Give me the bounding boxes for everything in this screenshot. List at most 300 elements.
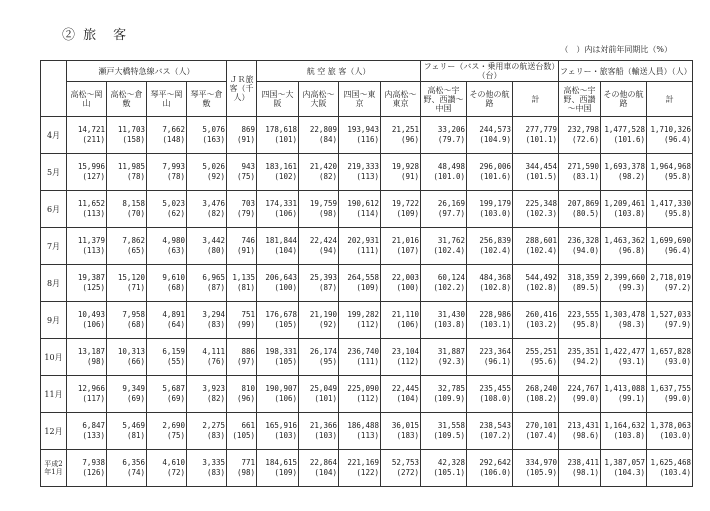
cell-value: 26,174 bbox=[309, 347, 337, 356]
cell-value: 235,351 bbox=[567, 347, 600, 356]
cell-value: 238,543 bbox=[479, 421, 512, 430]
cell-value: 810 bbox=[241, 384, 255, 393]
cell-value: 199,179 bbox=[479, 199, 512, 208]
data-cell bbox=[257, 117, 299, 154]
data-cell bbox=[421, 339, 467, 376]
cell-value: 661 bbox=[241, 421, 255, 430]
cell-value: 228,986 bbox=[479, 310, 512, 319]
cell-value: 869 bbox=[241, 125, 255, 134]
table-row bbox=[41, 339, 693, 376]
data-cell bbox=[227, 339, 257, 376]
data-cell bbox=[647, 191, 693, 228]
cell-value: 7,993 bbox=[162, 162, 185, 171]
cell-value: 199,282 bbox=[347, 310, 379, 319]
cell-value: 5,076 bbox=[202, 125, 225, 134]
cell-yoy-ratio: (55) bbox=[166, 357, 185, 366]
cell-value: 1,657,828 bbox=[650, 347, 692, 356]
data-cell bbox=[299, 228, 339, 265]
cell-yoy-ratio: (100) bbox=[274, 283, 297, 292]
cell-yoy-ratio: (104.3) bbox=[613, 468, 646, 477]
cell-value: 8,158 bbox=[122, 199, 145, 208]
cell-value: 13,187 bbox=[77, 347, 105, 356]
cell-value: 3,442 bbox=[202, 236, 225, 245]
data-cell bbox=[601, 265, 647, 302]
data-cell bbox=[559, 265, 601, 302]
table-body bbox=[41, 117, 693, 487]
cell-yoy-ratio: (96.4) bbox=[663, 135, 692, 144]
group-header-ferry-passengers: フェリー・旅客船（輸送人員）（人） bbox=[559, 61, 693, 82]
month-label: 10月 bbox=[41, 339, 67, 376]
cell-yoy-ratio: (111) bbox=[356, 357, 379, 366]
cell-yoy-ratio: (101.6) bbox=[479, 172, 512, 181]
cell-value: 14,721 bbox=[77, 125, 105, 134]
cell-value: 1,637,755 bbox=[650, 384, 692, 393]
data-cell bbox=[339, 413, 381, 450]
data-cell bbox=[559, 228, 601, 265]
cell-yoy-ratio: (95.8) bbox=[571, 320, 600, 329]
cell-yoy-ratio: (82) bbox=[318, 172, 337, 181]
cell-value: 42,328 bbox=[437, 458, 466, 467]
group-header-jr: ＪＲ旅客（千人） bbox=[227, 61, 257, 117]
cell-value: 4,111 bbox=[202, 347, 225, 356]
data-cell bbox=[67, 117, 107, 154]
cell-value: 19,387 bbox=[77, 273, 105, 282]
cell-value: 174,331 bbox=[265, 199, 297, 208]
cell-value: 207,869 bbox=[567, 199, 600, 208]
data-cell bbox=[421, 117, 467, 154]
group-header-air: 航 空 旅 客（人） bbox=[257, 61, 421, 82]
month-label: 平成2年1月 bbox=[41, 450, 67, 487]
cell-yoy-ratio: (72) bbox=[166, 468, 185, 477]
cell-value: 223,555 bbox=[567, 310, 600, 319]
cell-value: 277,779 bbox=[525, 125, 558, 134]
column-header: 四国～東京 bbox=[339, 82, 381, 117]
cell-yoy-ratio: (98.2) bbox=[617, 172, 646, 181]
cell-value: 4,610 bbox=[162, 458, 185, 467]
cell-yoy-ratio: (104) bbox=[396, 394, 420, 403]
data-cell bbox=[647, 413, 693, 450]
table-row bbox=[41, 302, 693, 339]
month-label: 12月 bbox=[41, 413, 67, 450]
cell-value: 52,753 bbox=[391, 458, 420, 467]
cell-value: 25,393 bbox=[309, 273, 337, 282]
cell-yoy-ratio: (99.3) bbox=[617, 283, 646, 292]
data-cell bbox=[107, 376, 147, 413]
cell-yoy-ratio: (122) bbox=[356, 468, 379, 477]
data-cell bbox=[257, 413, 299, 450]
cell-yoy-ratio: (101) bbox=[314, 394, 337, 403]
cell-value: 2,718,019 bbox=[650, 273, 692, 282]
data-cell bbox=[513, 413, 559, 450]
data-cell bbox=[647, 302, 693, 339]
data-cell bbox=[513, 117, 559, 154]
cell-value: 21,016 bbox=[391, 236, 420, 245]
cell-yoy-ratio: (95) bbox=[318, 357, 337, 366]
cell-value: 1,710,326 bbox=[650, 125, 692, 134]
cell-value: 746 bbox=[241, 236, 255, 245]
group-header-ferry-vehicles: フェリー（バス・乗用車の航送台数）（台） bbox=[421, 61, 559, 82]
data-cell bbox=[467, 191, 513, 228]
cell-value: 238,411 bbox=[567, 458, 600, 467]
cell-value: 943 bbox=[241, 162, 255, 171]
cell-yoy-ratio: (106) bbox=[274, 209, 297, 218]
data-cell bbox=[467, 228, 513, 265]
data-cell bbox=[601, 191, 647, 228]
data-cell bbox=[299, 450, 339, 487]
cell-yoy-ratio: (108.0) bbox=[479, 394, 512, 403]
cell-value: 19,722 bbox=[391, 199, 420, 208]
data-cell bbox=[601, 450, 647, 487]
data-cell bbox=[107, 191, 147, 228]
cell-value: 3,294 bbox=[202, 310, 225, 319]
cell-yoy-ratio: (72.6) bbox=[571, 135, 600, 144]
cell-yoy-ratio: (158) bbox=[122, 135, 145, 144]
cell-value: 31,430 bbox=[437, 310, 466, 319]
cell-yoy-ratio: (109.9) bbox=[433, 394, 466, 403]
cell-yoy-ratio: (94) bbox=[318, 246, 337, 255]
cell-value: 206,643 bbox=[265, 273, 297, 282]
data-cell bbox=[257, 302, 299, 339]
data-cell bbox=[601, 302, 647, 339]
cell-yoy-ratio: (113) bbox=[82, 209, 105, 218]
cell-yoy-ratio: (82) bbox=[206, 209, 225, 218]
data-cell bbox=[187, 265, 227, 302]
cell-yoy-ratio: (105) bbox=[232, 431, 255, 440]
cell-yoy-ratio: (163) bbox=[202, 135, 225, 144]
cell-yoy-ratio: (103.2) bbox=[525, 320, 558, 329]
cell-value: 48,498 bbox=[437, 162, 466, 171]
cell-value: 22,445 bbox=[391, 384, 420, 393]
cell-yoy-ratio: (96.8) bbox=[617, 246, 646, 255]
data-cell bbox=[381, 191, 421, 228]
cell-value: 244,573 bbox=[479, 125, 512, 134]
cell-value: 33,206 bbox=[437, 125, 466, 134]
data-cell bbox=[647, 450, 693, 487]
cell-value: 224,767 bbox=[567, 384, 600, 393]
data-cell bbox=[513, 376, 559, 413]
data-cell bbox=[421, 302, 467, 339]
data-cell bbox=[559, 376, 601, 413]
cell-value: 1,303,478 bbox=[604, 310, 646, 319]
cell-yoy-ratio: (91) bbox=[400, 172, 420, 181]
cell-yoy-ratio: (104.9) bbox=[479, 135, 512, 144]
cell-value: 223,364 bbox=[479, 347, 512, 356]
data-cell bbox=[257, 376, 299, 413]
cell-yoy-ratio: (83.1) bbox=[571, 172, 600, 181]
data-cell bbox=[147, 228, 187, 265]
cell-value: 1,463,362 bbox=[604, 236, 646, 245]
cell-yoy-ratio: (109) bbox=[396, 209, 420, 218]
data-cell bbox=[187, 302, 227, 339]
cell-value: 751 bbox=[241, 310, 255, 319]
cell-value: 256,839 bbox=[479, 236, 512, 245]
cell-value: 1,413,088 bbox=[604, 384, 646, 393]
cell-yoy-ratio: (93.1) bbox=[617, 357, 646, 366]
cell-yoy-ratio: (101) bbox=[274, 135, 297, 144]
cell-value: 181,844 bbox=[265, 236, 297, 245]
cell-value: 190,612 bbox=[347, 199, 379, 208]
cell-yoy-ratio: (97.2) bbox=[663, 283, 692, 292]
cell-yoy-ratio: (102.2) bbox=[433, 283, 466, 292]
cell-yoy-ratio: (96.1) bbox=[483, 357, 512, 366]
data-cell bbox=[299, 376, 339, 413]
cell-yoy-ratio: (62) bbox=[166, 209, 185, 218]
data-cell bbox=[601, 228, 647, 265]
data-cell bbox=[107, 450, 147, 487]
cell-value: 703 bbox=[241, 199, 255, 208]
cell-yoy-ratio: (127) bbox=[82, 172, 105, 181]
data-cell bbox=[147, 450, 187, 487]
cell-yoy-ratio: (99) bbox=[236, 320, 255, 329]
cell-yoy-ratio: (102.8) bbox=[525, 283, 558, 292]
cell-yoy-ratio: (79.7) bbox=[437, 135, 466, 144]
cell-value: 886 bbox=[241, 347, 255, 356]
data-cell bbox=[601, 339, 647, 376]
cell-yoy-ratio: (107) bbox=[396, 246, 420, 255]
data-cell bbox=[227, 191, 257, 228]
cell-value: 6,965 bbox=[202, 273, 225, 282]
cell-value: 1,387,057 bbox=[604, 458, 646, 467]
cell-yoy-ratio: (104) bbox=[274, 246, 297, 255]
data-cell bbox=[381, 302, 421, 339]
cell-yoy-ratio: (96) bbox=[236, 394, 255, 403]
data-cell bbox=[147, 413, 187, 450]
cell-value: 771 bbox=[241, 458, 255, 467]
cell-yoy-ratio: (97) bbox=[236, 357, 255, 366]
month-label: 5月 bbox=[41, 154, 67, 191]
cell-yoy-ratio: (98) bbox=[318, 209, 337, 218]
data-cell bbox=[107, 117, 147, 154]
cell-value: 22,003 bbox=[391, 273, 420, 282]
cell-value: 23,104 bbox=[391, 347, 420, 356]
data-cell bbox=[107, 228, 147, 265]
cell-value: 198,331 bbox=[265, 347, 297, 356]
cell-value: 19,759 bbox=[309, 199, 337, 208]
cell-value: 5,469 bbox=[122, 421, 145, 430]
cell-value: 221,169 bbox=[347, 458, 379, 467]
data-cell bbox=[513, 228, 559, 265]
data-cell bbox=[421, 413, 467, 450]
data-cell bbox=[467, 265, 513, 302]
data-cell bbox=[227, 154, 257, 191]
cell-value: 1,209,461 bbox=[604, 199, 646, 208]
cell-yoy-ratio: (114) bbox=[356, 209, 379, 218]
table-row bbox=[41, 117, 693, 154]
cell-yoy-ratio: (98.6) bbox=[571, 431, 600, 440]
data-cell bbox=[559, 450, 601, 487]
cell-yoy-ratio: (76) bbox=[206, 357, 225, 366]
cell-value: 296,006 bbox=[479, 162, 512, 171]
data-cell bbox=[381, 376, 421, 413]
cell-yoy-ratio: (107.4) bbox=[525, 431, 558, 440]
cell-yoy-ratio: (95.8) bbox=[663, 172, 692, 181]
cell-value: 11,703 bbox=[117, 125, 145, 134]
data-cell bbox=[559, 302, 601, 339]
cell-value: 6,356 bbox=[122, 458, 145, 467]
cell-value: 484,368 bbox=[479, 273, 512, 282]
cell-yoy-ratio: (102) bbox=[274, 172, 297, 181]
cell-yoy-ratio: (117) bbox=[82, 394, 105, 403]
data-cell bbox=[513, 265, 559, 302]
table-row bbox=[41, 265, 693, 302]
data-cell bbox=[107, 413, 147, 450]
cell-value: 6,159 bbox=[162, 347, 185, 356]
column-header: 高松～倉敷 bbox=[107, 82, 147, 117]
cell-yoy-ratio: (97.9) bbox=[663, 320, 692, 329]
data-cell bbox=[421, 228, 467, 265]
cell-yoy-ratio: (103) bbox=[274, 431, 297, 440]
cell-yoy-ratio: (101.6) bbox=[613, 135, 646, 144]
cell-value: 31,762 bbox=[437, 236, 466, 245]
cell-yoy-ratio: (102.8) bbox=[479, 283, 512, 292]
column-header: 高松～岡山 bbox=[67, 82, 107, 117]
cell-value: 219,333 bbox=[347, 162, 379, 171]
cell-yoy-ratio: (106) bbox=[82, 320, 105, 329]
data-cell bbox=[647, 376, 693, 413]
cell-value: 236,740 bbox=[347, 347, 379, 356]
data-cell bbox=[187, 450, 227, 487]
cell-yoy-ratio: (83) bbox=[206, 431, 225, 440]
cell-yoy-ratio: (112) bbox=[356, 320, 379, 329]
column-header: 琴平～岡山 bbox=[147, 82, 187, 117]
cell-yoy-ratio: (111) bbox=[356, 246, 379, 255]
cell-yoy-ratio: (92) bbox=[206, 172, 225, 181]
data-cell bbox=[257, 154, 299, 191]
cell-value: 225,348 bbox=[525, 199, 558, 208]
cell-value: 4,891 bbox=[162, 310, 185, 319]
cell-value: 193,943 bbox=[347, 125, 379, 134]
cell-value: 183,161 bbox=[265, 162, 297, 171]
table-note: （ ）内は対前年同期比（%） bbox=[560, 45, 672, 54]
column-header: 内高松～大阪 bbox=[299, 82, 339, 117]
cell-yoy-ratio: (80.5) bbox=[571, 209, 600, 218]
cell-yoy-ratio: (103.1) bbox=[479, 320, 512, 329]
cell-yoy-ratio: (81) bbox=[126, 431, 145, 440]
cell-value: 12,966 bbox=[77, 384, 105, 393]
data-cell bbox=[227, 117, 257, 154]
data-cell bbox=[147, 117, 187, 154]
data-cell bbox=[67, 265, 107, 302]
data-cell bbox=[601, 154, 647, 191]
cell-yoy-ratio: (93.0) bbox=[663, 357, 692, 366]
cell-yoy-ratio: (104) bbox=[314, 468, 337, 477]
data-cell bbox=[513, 450, 559, 487]
data-cell bbox=[421, 376, 467, 413]
cell-yoy-ratio: (106) bbox=[274, 394, 297, 403]
data-cell bbox=[299, 191, 339, 228]
table-row bbox=[41, 191, 693, 228]
cell-yoy-ratio: (92) bbox=[318, 320, 337, 329]
cell-yoy-ratio: (75) bbox=[236, 172, 255, 181]
cell-yoy-ratio: (69) bbox=[166, 394, 185, 403]
cell-yoy-ratio: (148) bbox=[162, 135, 185, 144]
data-cell bbox=[107, 339, 147, 376]
cell-yoy-ratio: (80) bbox=[206, 246, 225, 255]
data-cell bbox=[67, 339, 107, 376]
cell-value: 26,169 bbox=[437, 199, 466, 208]
cell-yoy-ratio: (83) bbox=[206, 320, 225, 329]
section-title: ② 旅 客 bbox=[62, 28, 129, 43]
table-row bbox=[41, 376, 693, 413]
data-cell bbox=[257, 450, 299, 487]
cell-value: 292,642 bbox=[479, 458, 512, 467]
cell-value: 176,678 bbox=[265, 310, 297, 319]
data-cell bbox=[147, 302, 187, 339]
cell-value: 5,023 bbox=[162, 199, 185, 208]
month-label: 6月 bbox=[41, 191, 67, 228]
data-cell bbox=[647, 228, 693, 265]
data-cell bbox=[299, 117, 339, 154]
cell-yoy-ratio: (183) bbox=[396, 431, 420, 440]
data-cell bbox=[339, 265, 381, 302]
column-header: 高松～宇野、西讃～中国 bbox=[421, 82, 467, 117]
data-cell bbox=[227, 450, 257, 487]
data-cell bbox=[299, 339, 339, 376]
cell-value: 268,240 bbox=[525, 384, 558, 393]
cell-value: 202,931 bbox=[347, 236, 379, 245]
corner-cell bbox=[41, 61, 67, 117]
cell-value: 271,590 bbox=[567, 162, 600, 171]
cell-yoy-ratio: (95.6) bbox=[529, 357, 558, 366]
cell-yoy-ratio: (103.0) bbox=[659, 431, 692, 440]
cell-yoy-ratio: (96.4) bbox=[663, 246, 692, 255]
data-cell bbox=[339, 339, 381, 376]
data-cell bbox=[147, 265, 187, 302]
cell-yoy-ratio: (105.9) bbox=[525, 468, 558, 477]
table-row bbox=[41, 228, 693, 265]
cell-value: 190,907 bbox=[265, 384, 297, 393]
cell-value: 11,985 bbox=[117, 162, 145, 171]
data-cell bbox=[299, 302, 339, 339]
passenger-table bbox=[40, 60, 693, 487]
cell-value: 2,399,660 bbox=[604, 273, 646, 282]
cell-yoy-ratio: (98.3) bbox=[617, 320, 646, 329]
data-cell bbox=[147, 339, 187, 376]
cell-yoy-ratio: (82) bbox=[206, 394, 225, 403]
cell-yoy-ratio: (102.4) bbox=[525, 246, 558, 255]
column-header: その他の航路 bbox=[601, 82, 647, 117]
cell-yoy-ratio: (79) bbox=[236, 209, 255, 218]
cell-yoy-ratio: (106) bbox=[396, 320, 420, 329]
cell-value: 11,652 bbox=[77, 199, 105, 208]
cell-yoy-ratio: (92.3) bbox=[437, 357, 466, 366]
data-cell bbox=[147, 191, 187, 228]
cell-yoy-ratio: (87) bbox=[206, 283, 225, 292]
cell-yoy-ratio: (91) bbox=[236, 135, 255, 144]
data-cell bbox=[67, 413, 107, 450]
cell-yoy-ratio: (74) bbox=[126, 468, 145, 477]
cell-value: 36,015 bbox=[391, 421, 420, 430]
cell-value: 21,366 bbox=[309, 421, 337, 430]
cell-yoy-ratio: (95.8) bbox=[663, 209, 692, 218]
cell-value: 3,923 bbox=[202, 384, 225, 393]
cell-value: 22,424 bbox=[309, 236, 337, 245]
data-cell bbox=[187, 413, 227, 450]
cell-yoy-ratio: (94.0) bbox=[571, 246, 600, 255]
cell-value: 11,379 bbox=[77, 236, 105, 245]
cell-value: 19,928 bbox=[391, 162, 420, 171]
cell-yoy-ratio: (113) bbox=[356, 172, 379, 181]
cell-yoy-ratio: (103.4) bbox=[659, 468, 692, 477]
cell-yoy-ratio: (98) bbox=[236, 468, 255, 477]
data-cell bbox=[187, 339, 227, 376]
data-cell bbox=[67, 191, 107, 228]
cell-value: 32,785 bbox=[437, 384, 466, 393]
cell-value: 25,049 bbox=[309, 384, 337, 393]
data-cell bbox=[257, 265, 299, 302]
month-label: 11月 bbox=[41, 376, 67, 413]
cell-value: 21,190 bbox=[309, 310, 337, 319]
